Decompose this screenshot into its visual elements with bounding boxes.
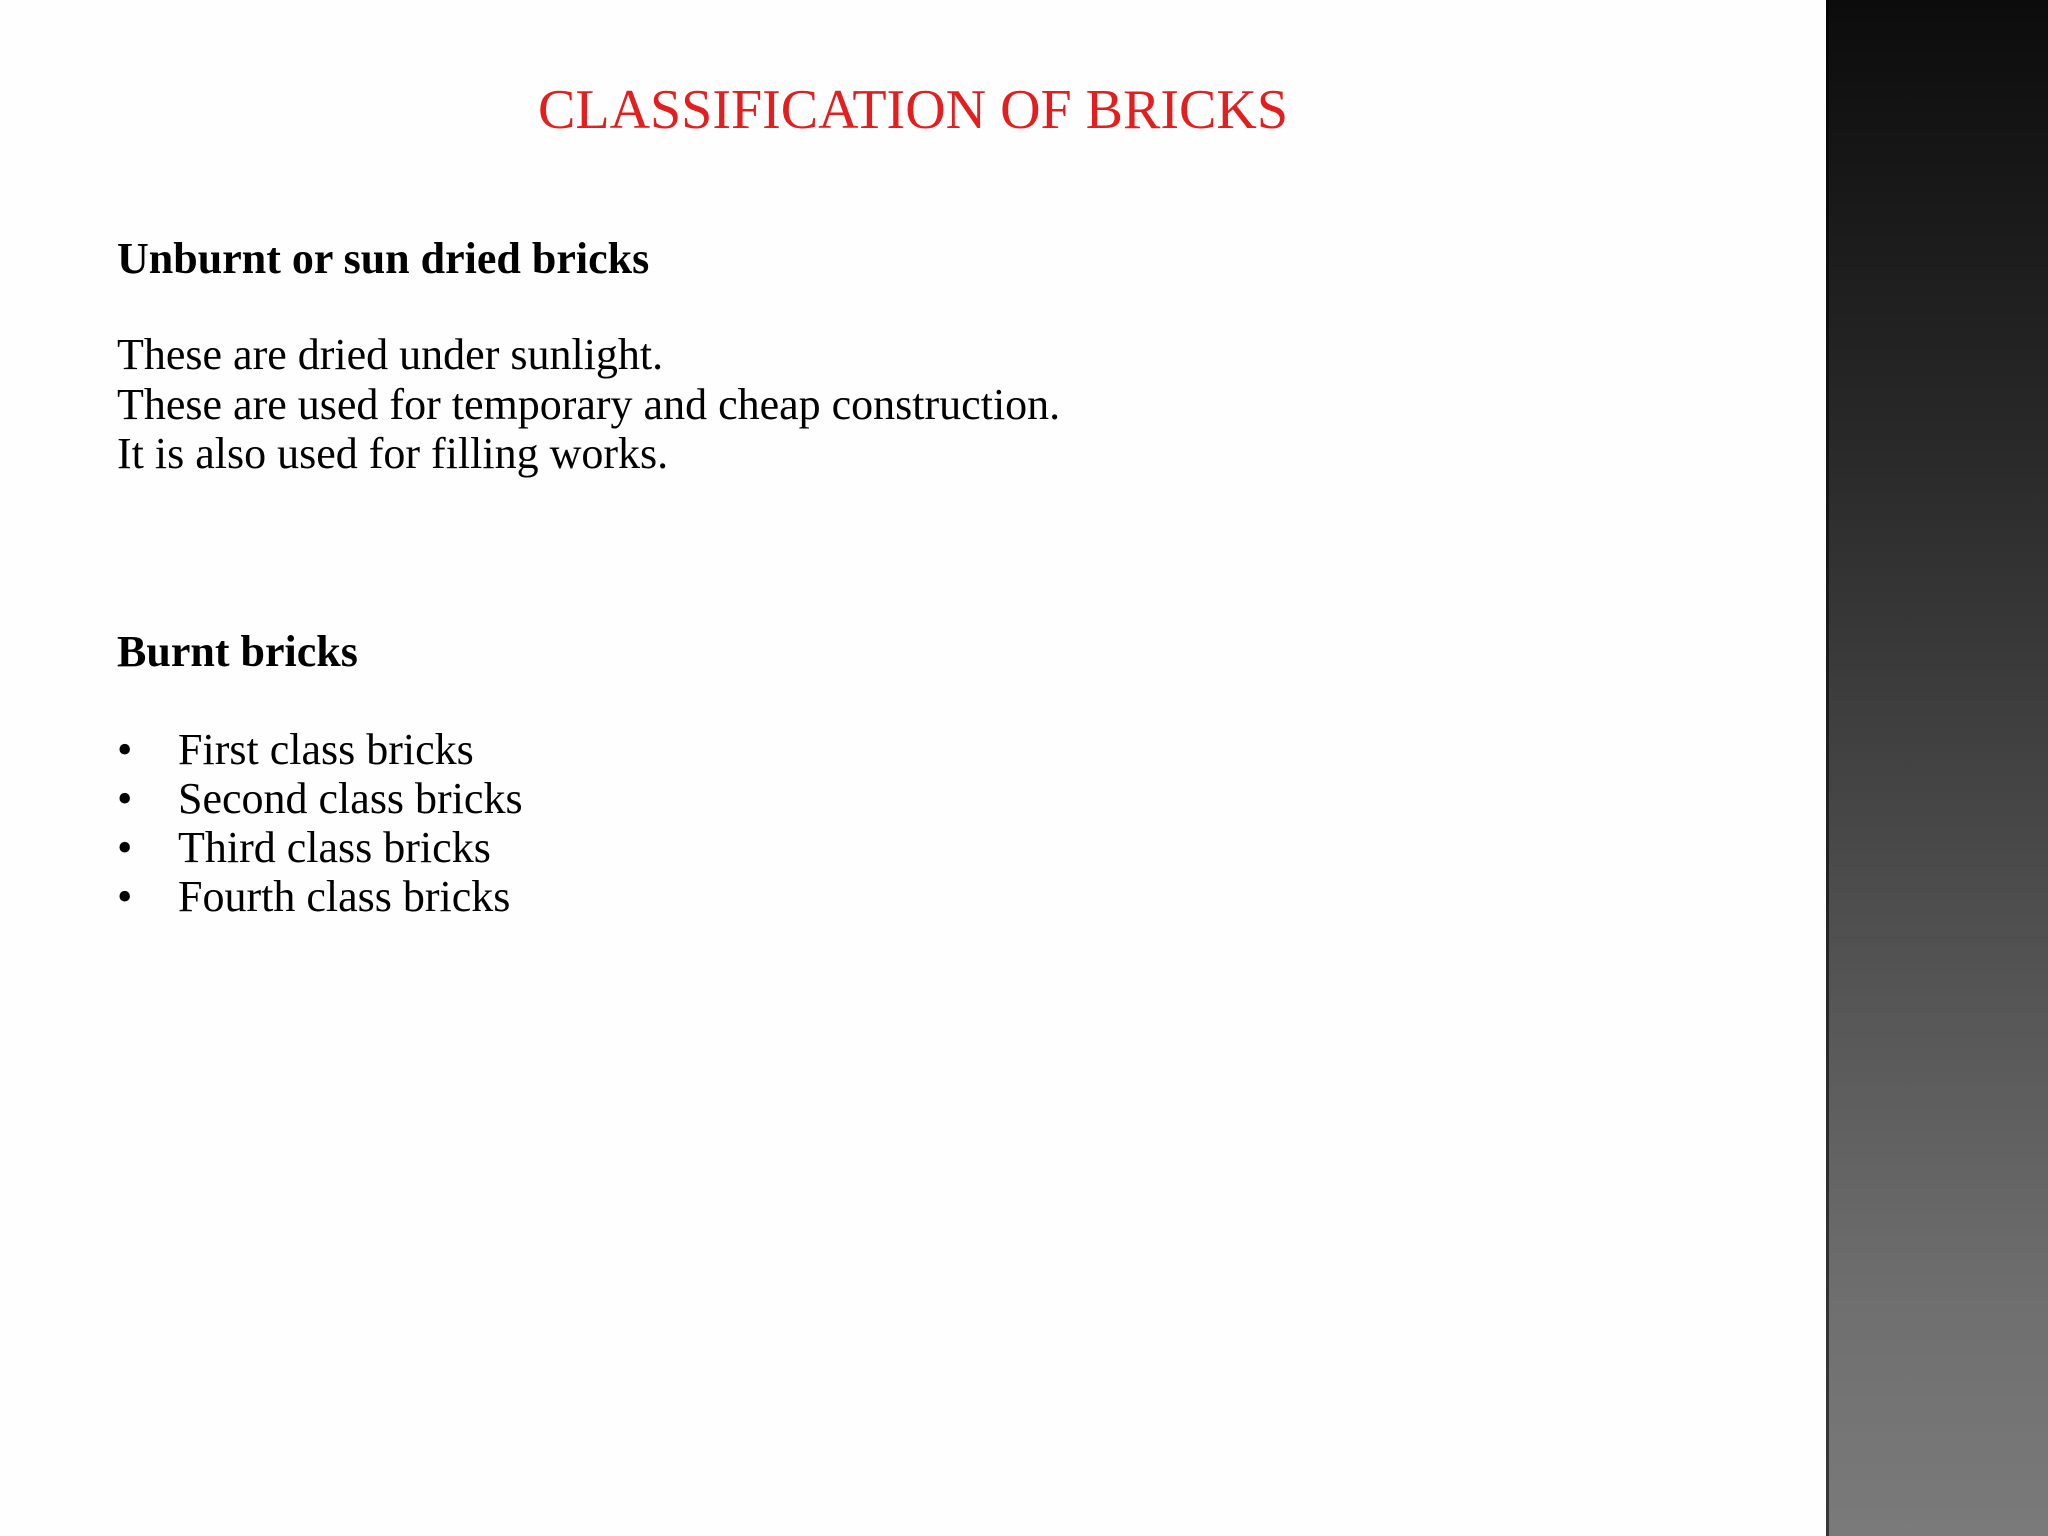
list-item: [117, 823, 523, 872]
section-heading-unburnt: Unburnt or sun dried bricks: [117, 234, 650, 283]
description-line: It is also used for filling works.: [117, 429, 669, 478]
list-item: [117, 725, 523, 774]
list-item: [117, 774, 523, 823]
list-item-label: Fourth class bricks: [178, 872, 511, 921]
burnt-bricks-list: [117, 725, 523, 921]
list-item: [117, 872, 523, 921]
section-heading-burnt: Burnt bricks: [117, 627, 358, 676]
bullet-icon: •: [117, 872, 133, 921]
list-item-label: Second class bricks: [178, 774, 523, 823]
slide-title: CLASSIFICATION OF BRICKS: [538, 79, 1288, 141]
bullet-icon: •: [117, 823, 133, 872]
description-line: These are used for temporary and cheap construction.: [117, 379, 1061, 429]
decorative-side-bar: [1826, 0, 2048, 1536]
description-line: These are dried under sunlight.: [117, 330, 664, 379]
bullet-icon: •: [117, 774, 133, 823]
bullet-icon: •: [117, 725, 133, 774]
list-item-label: Third class bricks: [178, 823, 491, 872]
unburnt-description: [117, 330, 1060, 479]
list-item-label: First class bricks: [178, 725, 474, 774]
